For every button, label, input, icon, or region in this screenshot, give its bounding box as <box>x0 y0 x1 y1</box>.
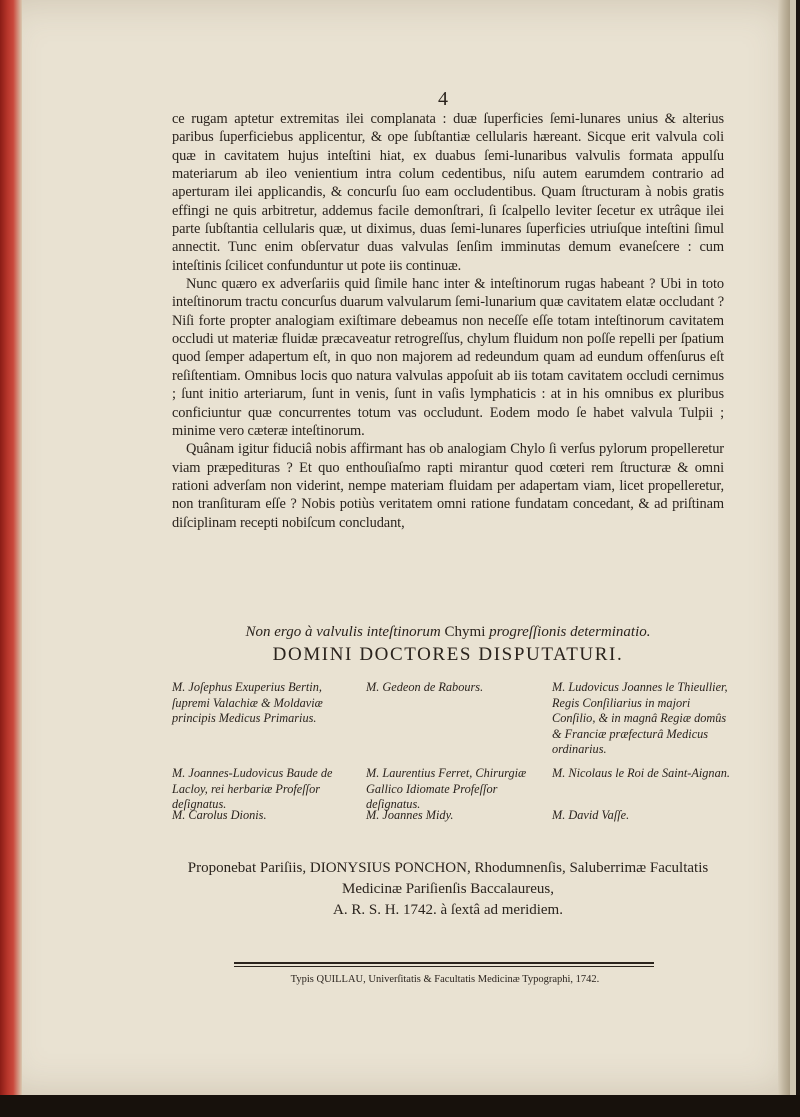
doctor-midy: M. Joannes Midy. <box>366 808 454 822</box>
presenter-line-2: A. R. S. H. 1742. à ſextâ ad meridiem. <box>333 902 563 918</box>
body-text <box>172 110 724 532</box>
conclusion-line <box>172 624 724 641</box>
conclusion-part-2: Chymi <box>444 624 486 640</box>
page-edge <box>778 0 790 1095</box>
red-binding-edge <box>0 0 22 1095</box>
doctor-ferret: M. Laurentius Ferret, Chirurgiæ Gallico Idiomate Profeſſor deſignatus. <box>366 766 527 812</box>
conclusion-part-1: Non ergo à valvulis inteſtinorum <box>245 624 441 640</box>
doctors-heading: DOMINI DOCTORES DISPUTATURI. <box>272 644 624 665</box>
paragraph-2: Nunc quæro ex adverſariis quid ſimile hanc inter & inteſtinorum rugas habeant ? Ubi in toto inteſtinorum tractu concurſus duarum valvularum ſemi-lunarium quæ cavitatem elatæ occludant ? Niſi forte propter analogiam exiſtimare debeamus non neceſſe eſſe totam inteſtinorum cavitatem occludi ut materiæ fluidæ præcaveatur retrogreſſus, chylum fluidum non poſſe repelli per ſpatium quod ſemper adapertum eſt, in quo non majorem ad redeundum quam ad eundum offenſurus eſt reſiſtentiam. Omnibus locis quo natura valvulas appoſuit ab iis totam cavitatem occludi cernimus ; ſunt initio arteriarum, ſunt in venis, ſunt in vaſis lymphaticis : at in his omnibus ex pluribus conficiuntur quæ concurrentes totum vas occludunt. Eodem modo ſe habet valvula Tulpii ; minime vero cæteræ inteſtinorum. <box>172 276 724 439</box>
double-rule <box>234 962 654 964</box>
presenter-block <box>172 858 724 921</box>
paragraph-1: ce rugam aptetur extremitas ilei complanata : duæ ſuperficies ſemi-lunares unius & alterius paribus ſuperficiebus applicentur, & ope ſubſtantiæ cellularis hæreant. Sicque erit valvula coli quæ in cavitatem hujus inteſtini hiat, ex duabus ſemi-lunaribus valvulis formata appulſu materiarum ab ileo venientium intra colum cedentibus, niſu autem earumdem contrario ad aperturam ilei applicandis, & concurſu ſuo eam occludentibus. Quam ſtructuram à nobis gratis effingi ne quis arbitretur, addemus facile demonſtrari, ſi ſcalpello leviter ſecetur ex utrâque ilei parte ſubſtantia cellularis quæ, ut diximus, duas ſemi-lunares ſuperficies utriuſque inteſtini ſimul annectit. Tunc enim obſervatur duas valvulas ſenſim imminutas demum evaneſcere : cum inteſtinis ſcilicet confunduntur ut pote iis continuæ. <box>172 111 724 274</box>
doctor-le-roi: M. Nicolaus le Roi de Saint-Aignan. <box>552 766 730 780</box>
doctor-bertin: M. Joſephus Exuperius Bertin, ſupremi Valachiæ & Moldaviæ principis Medicus Primarius. <box>172 680 323 726</box>
paragraph-3: Quânam igitur fiduciâ nobis affirmant has ob analogiam Chylo ſi verſus pylorum propelleretur viam præpedituras ? Et quo enthouſiaſmo rapti mirantur quod cœteri rem ſtructuræ & omni rationi adverſam non viderint, nempe materiam fluidam per adapertam viam, licet propelleretur, non tranſituram eſſe ? Nobis potiùs veritatem omni ratione fundatam concedant, & ad priſtinam diſciplinam recepti nobiſcum concludant, <box>172 441 724 531</box>
presenter-line-1: Proponebat Pariſiis, DIONYSIUS PONCHON, Rhodumnenſis, Saluberrimæ Facultatis Medicinæ Pariſienſis Baccalaureus, <box>187 860 709 897</box>
doctor-dionis: M. Carolus Dionis. <box>172 808 267 822</box>
conclusion-part-3: progreſſionis determinatio. <box>489 624 651 640</box>
doctor-baude: M. Joannes-Ludovicus Baude de Lacloy, rei herbariæ Profeſſor deſignatus. <box>172 766 333 812</box>
doctor-vasse: M. David Vaſſe. <box>552 808 630 822</box>
printer-imprint: Typis QUILLAU, Univerſitatis & Facultatis Medicinæ Typographi, 1742. <box>290 974 600 985</box>
doctors-list <box>172 680 732 825</box>
doctor-rabours: M. Gedeon de Rabours. <box>366 680 484 694</box>
bottom-shadow <box>0 1095 800 1117</box>
doctor-le-thieullier: M. Ludovicus Joannes le Thieullier, Regis Conſiliarius in majori Conſilio, & in magnâ Regiæ domûs & Franciæ præfecturâ Medicus ordinarius. <box>552 680 728 757</box>
page-number: 4 <box>438 88 448 110</box>
